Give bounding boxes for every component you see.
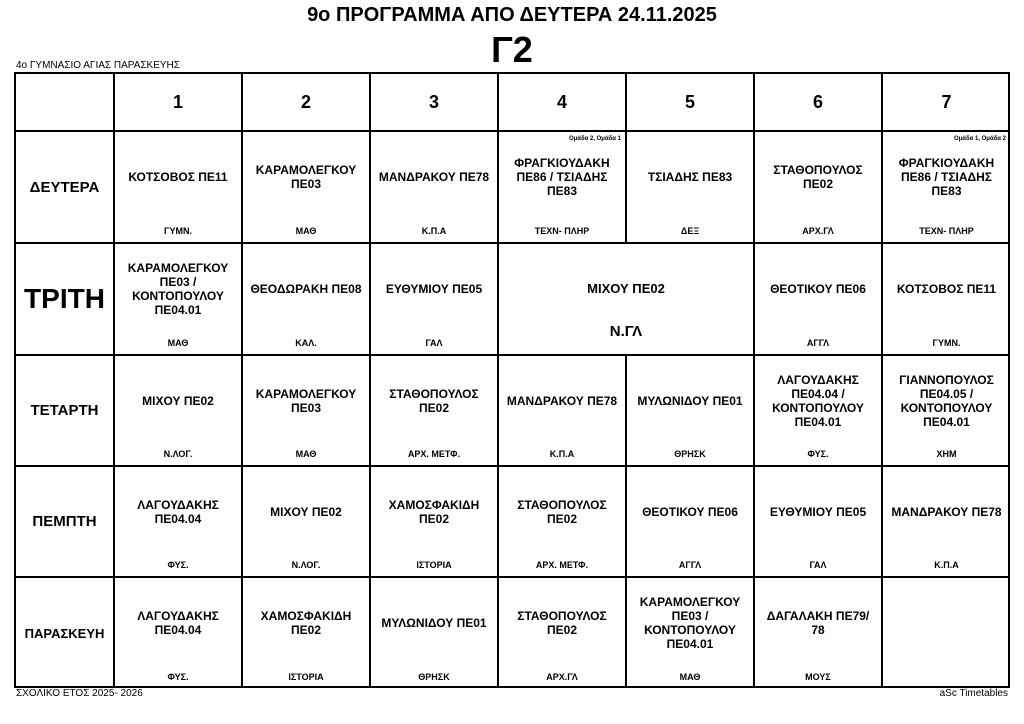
subject-name: Κ.Π.Α bbox=[421, 226, 447, 236]
period-header: 5 bbox=[627, 74, 755, 132]
day-label: ΔΕΥΤΕΡΑ bbox=[16, 132, 115, 244]
lesson-cell[interactable] bbox=[243, 467, 371, 578]
corner-cell bbox=[16, 74, 115, 132]
teacher-name: ΧΑΜΟΣΦΑΚΙΔΗ ΠΕ02 bbox=[388, 497, 480, 526]
lesson-cell[interactable] bbox=[499, 467, 627, 578]
teacher-name: ΕΥΘΥΜΙΟΥ ΠΕ05 bbox=[769, 504, 867, 519]
subject-name: ΑΓΓΛ bbox=[678, 560, 702, 570]
teacher-name: ΛΑΓΟΥΔΑΚΗΣ ΠΕ04.04 / ΚΟΝΤΟΠΟΥΛΟΥ ΠΕ04.01 bbox=[772, 372, 864, 429]
lesson-cell[interactable] bbox=[755, 356, 883, 467]
subject-name: ΓΥΜΝ. bbox=[932, 338, 961, 348]
subject-name: Κ.Π.Α bbox=[934, 560, 959, 570]
subject-name: ΦΥΣ. bbox=[167, 560, 189, 570]
page-title: 9ο ΠΡΟΓΡΑΜΜΑ ΑΠΟ ΔΕΥΤΕΡΑ 24.11.2025 bbox=[307, 4, 717, 26]
class-name: Γ2 bbox=[491, 29, 533, 70]
lesson-cell[interactable] bbox=[755, 467, 883, 578]
subject-name: Ν.ΛΟΓ. bbox=[291, 560, 321, 570]
teacher-name: ΚΑΡΑΜΟΛΕΓΚΟΥ ΠΕ03 / ΚΟΝΤΟΠΟΥΛΟΥ ΠΕ04.01 bbox=[639, 595, 741, 651]
subject-name: ΦΥΣ. bbox=[807, 449, 829, 459]
period-header: 6 bbox=[755, 74, 883, 132]
teacher-name: ΘΕΟΔΩΡΑΚΗ ΠΕ08 bbox=[250, 282, 362, 296]
subject-name: Ν.ΓΛ bbox=[609, 323, 643, 340]
subject-name: ΓΑΛ bbox=[425, 338, 443, 348]
subject-name: ΤΕΧΝ- ΠΛΗΡ bbox=[534, 226, 590, 236]
school-year: ΣΧΟΛΙΚΟ ΕΤΟΣ 2025- 2026 bbox=[16, 688, 143, 699]
subject-name: ΓΑΛ bbox=[809, 560, 827, 570]
lesson-cell[interactable] bbox=[115, 244, 243, 356]
lesson-cell[interactable] bbox=[243, 356, 371, 467]
lesson-cell[interactable] bbox=[755, 578, 883, 688]
lesson-cell[interactable] bbox=[115, 356, 243, 467]
lesson-cell[interactable] bbox=[627, 356, 755, 467]
lesson-cell[interactable] bbox=[371, 132, 499, 244]
lesson-cell[interactable] bbox=[371, 244, 499, 356]
teacher-name: ΜΙΧΟΥ ΠΕ02 bbox=[142, 393, 214, 408]
subject-name: ΓΥΜΝ. bbox=[164, 226, 192, 236]
teacher-name: ΤΣΙΑΔΗΣ ΠΕ83 bbox=[647, 170, 733, 184]
lesson-cell[interactable] bbox=[883, 356, 1010, 467]
lesson-cell[interactable] bbox=[755, 244, 883, 356]
lesson-cell[interactable] bbox=[499, 244, 755, 356]
period-header: 7 bbox=[883, 74, 1010, 132]
subject-name: ΑΓΓΛ bbox=[806, 338, 830, 348]
teacher-name: ΚΟΤΣΟΒΟΣ ΠΕ11 bbox=[128, 170, 228, 184]
teacher-name bbox=[887, 578, 1006, 668]
subject-name: Κ.Π.Α bbox=[549, 449, 575, 459]
subject-name: ΑΡΧ. ΜΕΤΦ. bbox=[535, 560, 589, 570]
period-header: 2 bbox=[243, 74, 371, 132]
teacher-name: ΣΤΑΘΟΠΟΥΛΟΣ ΠΕ02 bbox=[389, 386, 479, 415]
teacher-name: ΦΡΑΓΚΙΟΥΔΑΚΗ ΠΕ86 / ΤΣΙΑΔΗΣ ΠΕ83 bbox=[898, 156, 995, 198]
teacher-name: ΜΥΛΩΝΙΔΟΥ ΠΕ01 bbox=[381, 616, 487, 630]
teacher-name: ΛΑΓΟΥΔΑΚΗΣ ΠΕ04.04 bbox=[137, 497, 219, 526]
lesson-cell[interactable] bbox=[883, 244, 1010, 356]
timetable-grid bbox=[14, 72, 1010, 688]
teacher-name: ΜΑΝΔΡΑΚΟΥ ΠΕ78 bbox=[378, 170, 490, 184]
teacher-name: ΣΤΑΘΟΠΟΥΛΟΣ ΠΕ02 bbox=[517, 497, 607, 526]
subject-name: ΑΡΧ.ΓΛ bbox=[802, 226, 834, 236]
subject-name: ΔΕΞ bbox=[680, 226, 700, 236]
subject-name: ΑΡΧ.ΓΛ bbox=[546, 672, 578, 682]
lesson-cell[interactable] bbox=[115, 578, 243, 688]
school-name: 4ο ΓΥΜΝΑΣΙΟ ΑΓΙΑΣ ΠΑΡΑΣΚΕΥΗΣ bbox=[16, 60, 180, 71]
teacher-name: ΣΤΑΘΟΠΟΥΛΟΣ ΠΕ02 bbox=[773, 163, 863, 191]
teacher-name: ΦΡΑΓΚΙΟΥΔΑΚΗ ΠΕ86 / ΤΣΙΑΔΗΣ ΠΕ83 bbox=[514, 156, 610, 198]
teacher-name: ΜΥΛΩΝΙΔΟΥ ΠΕ01 bbox=[637, 393, 743, 408]
subject-name: ΚΑΛ. bbox=[295, 338, 317, 348]
lesson-cell[interactable] bbox=[371, 356, 499, 467]
lesson-cell[interactable] bbox=[883, 467, 1010, 578]
lesson-cell[interactable] bbox=[243, 132, 371, 244]
teacher-name: ΛΑΓΟΥΔΑΚΗΣ ΠΕ04.04 bbox=[137, 609, 219, 637]
teacher-name: ΓΙΑΝΝΟΠΟΥΛΟΣ ΠΕ04.05 / ΚΟΝΤΟΠΟΥΛΟΥ ΠΕ04.01 bbox=[899, 372, 994, 429]
lesson-cell[interactable] bbox=[883, 578, 1010, 688]
lesson-cell[interactable] bbox=[627, 132, 755, 244]
teacher-name: ΜΑΝΔΡΑΚΟΥ ΠΕ78 bbox=[891, 504, 1002, 519]
subject-name: ΜΟΥΣ bbox=[805, 672, 831, 682]
credit: aSc Timetables bbox=[939, 688, 1008, 699]
day-label: ΤΕΤΑΡΤΗ bbox=[16, 356, 115, 467]
day-label: ΠΑΡΑΣΚΕΥΗ bbox=[16, 578, 115, 688]
subject-name: ΜΑΘ bbox=[295, 449, 317, 459]
lesson-cell[interactable] bbox=[627, 467, 755, 578]
period-header: 4 bbox=[499, 74, 627, 132]
period-header: 1 bbox=[115, 74, 243, 132]
lesson-cell[interactable] bbox=[883, 132, 1010, 244]
subject-name: ΜΑΘ bbox=[167, 338, 189, 348]
lesson-cell[interactable] bbox=[755, 132, 883, 244]
lesson-cell[interactable] bbox=[499, 578, 627, 688]
subject-name: ΤΕΧΝ- ΠΛΗΡ bbox=[919, 226, 974, 236]
lesson-cell[interactable] bbox=[371, 467, 499, 578]
lesson-cell[interactable] bbox=[371, 578, 499, 688]
group-label: Ομάδα 2, Ομάδα 1 bbox=[568, 136, 621, 142]
lesson-cell[interactable] bbox=[499, 132, 627, 244]
lesson-cell[interactable] bbox=[115, 467, 243, 578]
subject-name: ΑΡΧ. ΜΕΤΦ. bbox=[407, 449, 461, 459]
lesson-cell[interactable] bbox=[627, 578, 755, 688]
subject-name: ΙΣΤΟΡΙΑ bbox=[288, 672, 324, 682]
teacher-name: ΜΙΧΟΥ ΠΕ02 bbox=[587, 281, 665, 296]
teacher-name: ΘΕΟΤΙΚΟΥ ΠΕ06 bbox=[642, 504, 738, 519]
subject-name: ΘΡΗΣΚ bbox=[418, 672, 450, 682]
teacher-name: ΘΕΟΤΙΚΟΥ ΠΕ06 bbox=[770, 282, 866, 296]
group-label: Ομάδα 1, Ομάδα 2 bbox=[953, 136, 1006, 142]
subject-name: ΦΥΣ. bbox=[167, 672, 189, 682]
period-header: 3 bbox=[371, 74, 499, 132]
teacher-name: ΜΑΝΔΡΑΚΟΥ ΠΕ78 bbox=[506, 393, 618, 408]
teacher-name: ΣΤΑΘΟΠΟΥΛΟΣ ΠΕ02 bbox=[517, 609, 607, 637]
teacher-name: ΔΑΓΑΛΑΚΗ ΠΕ79/ 78 bbox=[766, 609, 870, 637]
day-label: ΤΡΙΤΗ bbox=[16, 244, 115, 356]
subject-name: ΜΑΘ bbox=[295, 226, 317, 236]
teacher-name: ΜΙΧΟΥ ΠΕ02 bbox=[270, 504, 342, 519]
lesson-cell[interactable] bbox=[115, 132, 243, 244]
teacher-name: ΕΥΘΥΜΙΟΥ ΠΕ05 bbox=[385, 282, 483, 296]
teacher-name: ΚΑΡΑΜΟΛΕΓΚΟΥ ΠΕ03 / ΚΟΝΤΟΠΟΥΛΟΥ ΠΕ04.01 bbox=[127, 261, 229, 317]
lesson-cell[interactable] bbox=[243, 244, 371, 356]
lesson-cell[interactable] bbox=[243, 578, 371, 688]
lesson-cell[interactable] bbox=[499, 356, 627, 467]
subject-name: ΜΑΘ bbox=[679, 672, 701, 682]
subject-name: ΧΗΜ bbox=[936, 449, 957, 459]
day-label: ΠΕΜΠΤΗ bbox=[16, 467, 115, 578]
teacher-name: ΚΑΡΑΜΟΛΕΓΚΟΥ ΠΕ03 bbox=[255, 163, 357, 191]
subject-name: ΘΡΗΣΚ bbox=[674, 449, 706, 459]
subject-name: Ν.ΛΟΓ. bbox=[163, 449, 193, 459]
teacher-name: ΚΟΤΣΟΒΟΣ ΠΕ11 bbox=[896, 282, 997, 296]
teacher-name: ΚΑΡΑΜΟΛΕΓΚΟΥ ΠΕ03 bbox=[255, 386, 357, 415]
teacher-name: ΧΑΜΟΣΦΑΚΙΔΗ ΠΕ02 bbox=[260, 609, 352, 637]
subject-name: ΙΣΤΟΡΙΑ bbox=[416, 560, 452, 570]
